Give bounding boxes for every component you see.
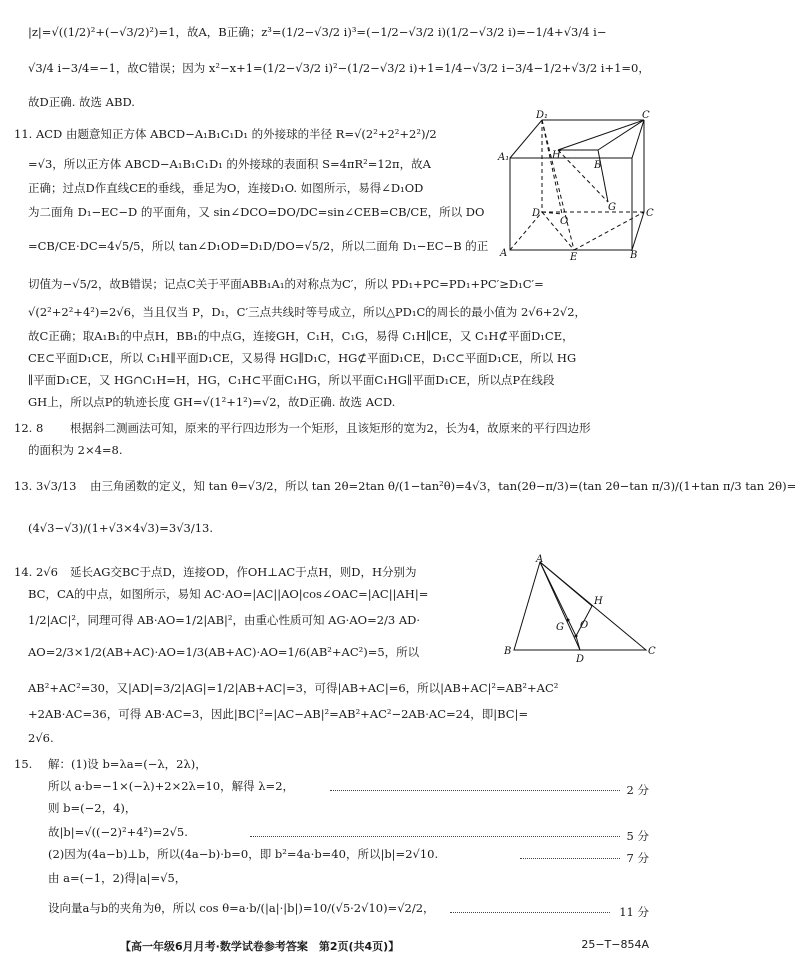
triangle-label-b: B — [504, 646, 512, 657]
q15-number: 15. — [14, 757, 33, 771]
page-footer-title: 【高一年级6月月考·数学试卷参考答案 第2页(共4页)】 — [120, 940, 400, 953]
cube-label-c1: C — [642, 110, 650, 121]
cube-label-a: A — [500, 248, 508, 259]
q11-line-4: 为二面角 D₁−EC−D 的平面角，又 sin∠DCO=DO/DC=sin∠CEB=CB/CE，所以 DO — [28, 205, 485, 219]
q14-number: 14. 2√6 — [14, 565, 58, 579]
q13-line-1: 由三角函数的定义，知 tan θ=√3/2，所以 tan 2θ=2tan θ/(1−tan²θ)=4√3，tan(2θ−π/3)=(tan 2θ−tan π/3)/(1+tan π/3 tan 2θ)= — [90, 479, 796, 493]
q15-line-4: 故|b|=√((−2)²+4²)=2√5. — [48, 825, 188, 839]
q11-line-3: 正确；过点D作直线CE的垂线，垂足为O，连接D₁O. 如图所示，易得∠D₁OD — [28, 181, 424, 195]
q15-line-2: 所以 a·b=−1×(−λ)+2×2λ=10，解得 λ=2， — [48, 779, 295, 793]
q11-line-9: CE⊂平面D₁CE，所以 C₁H∥平面D₁CE，又易得 HG∥D₁C，HG⊄平面D₁CE，D₁C⊂平面D₁CE，所以 HG — [28, 351, 577, 365]
q13-line-2: (4√3−√3)/(1+√3×4√3)=3√3/13. — [28, 521, 214, 535]
cube-label-a1: A₁ — [498, 152, 510, 163]
cube-label-o: O — [560, 216, 569, 227]
q11-line-5: =CB/CE·DC=4√5/5，所以 tan∠D₁OD=D₁D/DO=√5/2，所以二面角 D₁−EC−B 的正 — [28, 239, 489, 253]
q14-line-3: 1/2|AC|²，同理可得 AB·AO=1/2|AB|²，由重心性质可知 AG·AO=2/3 AD· — [28, 613, 421, 627]
q11-line-6: 切值为−√5/2，故B错误；记点C关于平面ABB₁A₁的对称点为C′，所以 PD₁+PC=PD₁+PC′≥D₁C′= — [28, 277, 544, 291]
q14-line-6: +2AB·AC=36，可得 AB·AC=3，因此|BC|²=|AC−AB|²=AB²+AC²−2AB·AC=24，即|BC|= — [28, 707, 529, 721]
score-4: 11 分 — [619, 905, 649, 919]
q11-line-8: 故C正确；取A₁B₁的中点H，BB₁的中点G，连接GH，C₁H，C₁G，易得 C₁H∥CE，又 C₁H⊄平面D₁CE， — [28, 329, 574, 343]
cube-label-c: C — [646, 208, 654, 219]
score-leader-2 — [250, 836, 620, 837]
triangle-label-h: H — [594, 596, 603, 607]
page-footer-code: 25−T−854A — [581, 938, 649, 951]
score-2: 5 分 — [626, 829, 649, 843]
q11-number: 11. ACD — [14, 127, 63, 141]
triangle-label-o: O — [580, 620, 589, 631]
q10-line-1: |z|=√((1/2)²+(−√3/2)²)=1，故A，B正确；z³=(1/2−√3/2 i)³=(−1/2−√3/2 i)(1/2−√3/2 i)=−1/4+√3/4 i− — [28, 25, 607, 39]
q10-line-2: √3/4 i−3/4=−1，故C错误；因为 x²−x+1=(1/2−√3/2 i)²−(1/2−√3/2 i)+1=1/4−√3/2 i−3/4−1/2+√3/2 i+1=0， — [28, 61, 650, 75]
cube-label-d1: D₁ — [536, 110, 549, 121]
cube-label-d: D — [532, 208, 541, 219]
q11-line-1: 由题意知正方体 ABCD−A₁B₁C₁D₁ 的外接球的半径 R=√(2²+2²+2²)/2 — [66, 127, 437, 141]
q14-line-7: 2√6. — [28, 731, 54, 745]
score-3: 7 分 — [626, 851, 649, 865]
cube-figure — [498, 110, 658, 263]
q12-line-1: 根据斜二测画法可知，原来的平行四边形为一个矩形，且该矩形的宽为2，长为4，故原来的平行四边形 — [70, 421, 591, 435]
q14-line-2: BC，CA的中点，如图所示，易知 AC·AO=|AC||AO|cos∠OAC=|AC||AH|= — [28, 587, 429, 601]
score-leader-1 — [330, 790, 620, 791]
q14-line-1: 延长AG交BC于点D，连接OD，作OH⊥AC于点H，则D，H分别为 — [70, 565, 417, 579]
q10-line-3: 故D正确. 故选 ABD. — [28, 95, 135, 109]
q11-line-10: ∥平面D₁CE，又 HG∩C₁H=H，HG，C₁H⊂平面C₁HG，所以平面C₁HG∥平面D₁CE，所以点P在线段 — [28, 373, 555, 387]
q15-line-6: 由 a=(−1，2)得|a|=√5， — [48, 871, 187, 885]
cube-label-b1: B — [594, 160, 602, 171]
q15-line-1: 解：(1)设 b=λa=(−λ，2λ)， — [48, 757, 207, 771]
score-leader-3 — [520, 858, 620, 859]
score-leader-4 — [450, 912, 610, 913]
q15-line-3: 则 b=(−2，4)， — [48, 801, 137, 815]
q11-line-2: =√3，所以正方体 ABCD−A₁B₁C₁D₁ 的外接球的表面积 S=4πR²=12π，故A — [28, 157, 431, 171]
triangle-figure — [500, 556, 660, 666]
q14-line-4: AO=2/3×1/2(AB+AC)·AO=1/3(AB+AC)·AO=1/6(AB²+AC²)=5，所以 — [28, 645, 420, 659]
cube-label-h: H — [552, 150, 561, 161]
cube-label-g: G — [608, 202, 616, 213]
q11-line-7: √(2²+2²+4²)=2√6，当且仅当 P，D₁，C′三点共线时等号成立，所以△PD₁C的周长的最小值为 2√6+2√2， — [28, 305, 587, 319]
q11-line-11: GH上，所以点P的轨迹长度 GH=√(1²+1²)=√2，故D正确. 故选 ACD. — [28, 395, 396, 409]
triangle-label-a: A — [536, 554, 544, 565]
q15-line-7: 设向量a与b的夹角为θ，所以 cos θ=a·b/(|a|·|b|)=10/(√5·2√10)=√2/2， — [48, 901, 435, 915]
triangle-label-c: C — [648, 646, 656, 657]
q13-number: 13. 3√3/13 — [14, 479, 77, 493]
triangle-label-g: G — [556, 622, 564, 633]
q12-number: 12. 8 — [14, 421, 44, 435]
q15-line-5: (2)因为(4a−b)⊥b，所以(4a−b)·b=0，即 b²=4a·b=40，所以|b|=2√10. — [48, 847, 439, 861]
q12-line-2: 的面积为 2×4=8. — [28, 443, 123, 457]
score-1: 2 分 — [626, 783, 649, 797]
triangle-label-d: D — [576, 654, 585, 665]
q14-line-5: AB²+AC²=30，又|AD|=3/2|AG|=1/2|AB+AC|=3，可得|AB+AC|=6，所以|AB+AC|²=AB²+AC² — [28, 681, 559, 695]
cube-label-b: B — [630, 250, 638, 261]
cube-label-e: E — [570, 252, 578, 263]
